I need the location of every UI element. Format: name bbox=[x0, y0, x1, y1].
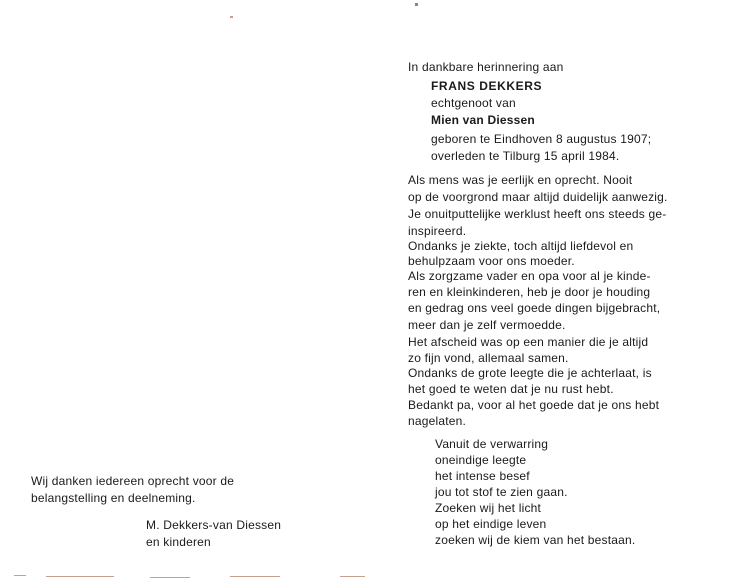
scan-speck bbox=[14, 575, 26, 576]
spouse-name: Mien van Diessen bbox=[431, 113, 535, 127]
body-line: zo fijn vond, allemaal samen. bbox=[408, 351, 569, 365]
scan-speck bbox=[46, 576, 114, 577]
body-line: ren en kleinkinderen, heb je door je houding bbox=[408, 285, 651, 299]
body-line: Bedankt pa, voor al het goede dat je ons hebt bbox=[408, 398, 660, 412]
signature-children: en kinderen bbox=[146, 535, 211, 549]
poem-line: het intense besef bbox=[435, 469, 530, 483]
scan-speck bbox=[415, 3, 418, 6]
body-line: Als zorgzame vader en opa voor al je kinde- bbox=[408, 269, 651, 283]
poem-line: op het eindige leven bbox=[435, 517, 547, 531]
body-line: en gedrag ons veel goede dingen bijgebracht, bbox=[408, 301, 661, 315]
poem-line: zoeken wij de kiem van het bestaan. bbox=[435, 533, 636, 547]
body-line: nagelaten. bbox=[408, 414, 467, 428]
body-line: Als mens was je eerlijk en oprecht. Nooit bbox=[408, 173, 633, 187]
poem-line: Vanuit de verwarring bbox=[435, 437, 549, 451]
poem-line: Zoeken wij het licht bbox=[435, 501, 542, 515]
body-line: inspireerd. bbox=[408, 224, 467, 238]
scan-speck bbox=[150, 577, 190, 578]
intro-line: In dankbare herinnering aan bbox=[408, 60, 564, 74]
body-line: Het afscheid was op een manier die je altijd bbox=[408, 335, 649, 349]
body-line: meer dan je zelf vermoedde. bbox=[408, 318, 566, 332]
scan-speck bbox=[340, 576, 365, 577]
poem-line: oneindige leegte bbox=[435, 453, 527, 467]
card-fold bbox=[367, 0, 368, 581]
body-line: Ondanks de grote leegte die je achterlaat, is bbox=[408, 366, 652, 380]
thanks-line-1: Wij danken iedereen oprecht voor de bbox=[31, 474, 235, 488]
scan-speck bbox=[230, 16, 233, 18]
deceased-name: FRANS DEKKERS bbox=[431, 79, 543, 93]
thanks-line-2: belangstelling en deelneming. bbox=[31, 491, 196, 505]
signature-name: M. Dekkers-van Diessen bbox=[146, 518, 282, 532]
body-line: Je onuitputtelijke werklust heeft ons steeds ge- bbox=[408, 207, 667, 221]
spouse-label: echtgenoot van bbox=[431, 96, 516, 110]
poem-line: jou tot stof te zien gaan. bbox=[435, 485, 568, 499]
body-line: Ondanks je ziekte, toch altijd liefdevol en bbox=[408, 239, 634, 253]
body-line: het goed te weten dat je nu rust hebt. bbox=[408, 382, 614, 396]
death-line: overleden te Tilburg 15 april 1984. bbox=[431, 149, 620, 163]
body-line: op de voorgrond maar altijd duidelijk aanwezig. bbox=[408, 190, 668, 204]
body-line: behulpzaam voor ons moeder. bbox=[408, 254, 575, 268]
scan-speck bbox=[230, 576, 280, 577]
birth-line: geboren te Eindhoven 8 augustus 1907; bbox=[431, 132, 652, 146]
